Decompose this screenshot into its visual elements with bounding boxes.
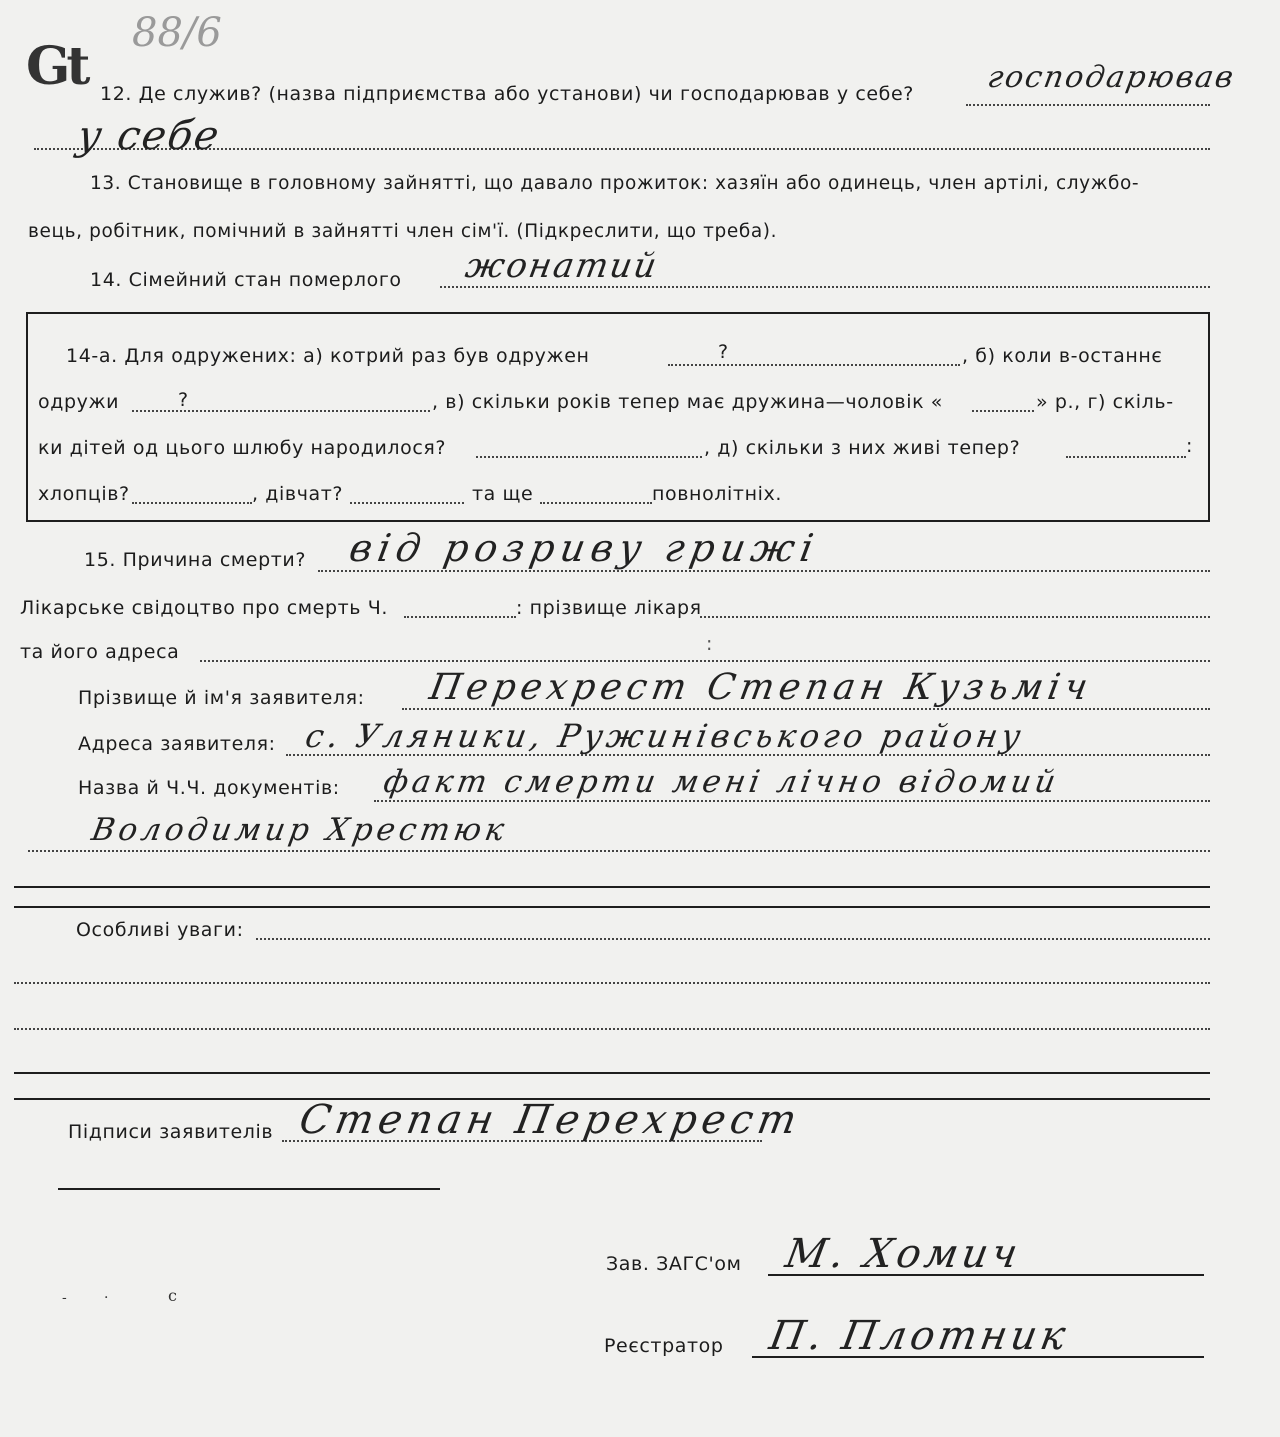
remarks-line-1 (256, 938, 1210, 940)
q14a-line-2-b: , в) скільки років тепер має дружина—чоловік « (432, 391, 944, 413)
applicant-docs-line-2 (28, 850, 1210, 852)
doctor-name-line (700, 616, 1210, 618)
applicant-address-value: с. Уляники, Ружинівського району (302, 717, 1028, 755)
remarks-line-3 (14, 1028, 1210, 1030)
q14a-line-3-label: ки дітей од цього шлюбу народилося? (38, 437, 447, 459)
q15-label: 15. Причина смерти? (84, 549, 307, 571)
q14a-blank-1 (668, 364, 960, 366)
speck-3: c (168, 1286, 177, 1305)
q14a-line-2-c: » р., г) скіль- (1036, 391, 1174, 413)
q14a-blank-7 (350, 502, 464, 504)
q15-line (318, 570, 1210, 572)
applicant-name-label: Прізвище й ім'я заявителя: (78, 687, 365, 709)
applicant-name-line (402, 708, 1210, 710)
applicant-address-label: Адреса заявителя: (78, 733, 276, 755)
q14a-blank-6 (132, 502, 252, 504)
q14a-blank-2 (132, 410, 430, 412)
q14a-line-4-b: , дівчат? (252, 483, 344, 505)
separator-2 (14, 906, 1210, 908)
q14a-line-3-c: : (1186, 435, 1194, 457)
q14a-blank-5 (1066, 456, 1186, 458)
q12-answer-1: господарював (985, 60, 1238, 95)
q14a-blank-8 (540, 502, 652, 504)
q13-line-1: 13. Становище в головному зайнятті, що давало прожиток: хазяїн або одинець, член артілі, службо- (90, 173, 1140, 194)
q14a-line-3-b: , д) скільки з них живі тепер? (704, 437, 1021, 459)
speck-2: · (104, 1290, 109, 1306)
doctor-address-label: та його адреса (20, 641, 180, 663)
q14a-blank-3 (972, 410, 1034, 412)
doctor-name-label: : прізвище лікаря (516, 597, 702, 619)
applicant-name-value: Перехрест Степан Кузьміч (426, 667, 1096, 708)
q15-answer: від розриву грижі (346, 526, 823, 570)
q13-line-2: вець, робітник, помічний в зайнятті член сім'ї. (Підкреслити, що треба). (28, 221, 778, 242)
doctor-address-mark: : (706, 633, 714, 655)
q14a-line-2-label: одружи (38, 391, 120, 413)
registrar-signature: П. Плотник (765, 1313, 1073, 1359)
doctor-address-line (200, 660, 1210, 662)
zags-signature: М. Хомич (781, 1231, 1025, 1277)
zags-label: Зав. ЗАГС'ом (606, 1253, 742, 1275)
separator-5 (58, 1188, 440, 1190)
corner-scribble: Gt (26, 36, 87, 97)
q14a-line-4-label: хлопців? (38, 483, 130, 505)
q12-line-1 (966, 104, 1210, 106)
applicant-docs-value-1: факт смерти мені лічно відомий (380, 764, 1063, 800)
q14-label: 14. Сімейний стан померлого (90, 269, 402, 291)
doctor-cert-label: Лікарське свідоцтво про смерть Ч. (20, 597, 388, 619)
remarks-line-2 (14, 982, 1210, 984)
separator-1 (14, 886, 1210, 888)
applicant-docs-value-2: Володимир Хрестюк (88, 812, 511, 848)
q14a-line-2-question: ? (178, 389, 189, 411)
q14a-line-1-question: ? (718, 341, 729, 363)
doctor-cert-line (404, 616, 516, 618)
q14a-line-1-label: 14-а. Для одружених: а) котрий раз був одружен (66, 345, 590, 367)
separator-3 (14, 1072, 1210, 1074)
speck-1: - (62, 1290, 67, 1306)
q12-answer-2: у себе (73, 113, 225, 159)
q14a-line-4-d: повнолітніх. (652, 483, 782, 505)
q14a-line-4-c: та ще (472, 483, 534, 505)
page-number: 88/6 (132, 10, 222, 56)
applicant-signature-label: Підписи заявителів (68, 1121, 274, 1143)
registrar-label: Реєстратор (604, 1335, 724, 1357)
q14-answer: жонатий (462, 246, 662, 286)
q12-label: 12. Де служив? (назва підприємства або установи) чи господарював у себе? (100, 83, 914, 105)
q14a-line-1-b: , б) коли в-останнє (962, 345, 1163, 367)
applicant-docs-label: Назва й Ч.Ч. документів: (78, 777, 340, 799)
q14-line (440, 286, 1210, 288)
q14a-blank-4 (476, 456, 702, 458)
remarks-label: Особливі уваги: (76, 919, 244, 941)
applicant-signature: Степан Перехрест (295, 1097, 805, 1143)
